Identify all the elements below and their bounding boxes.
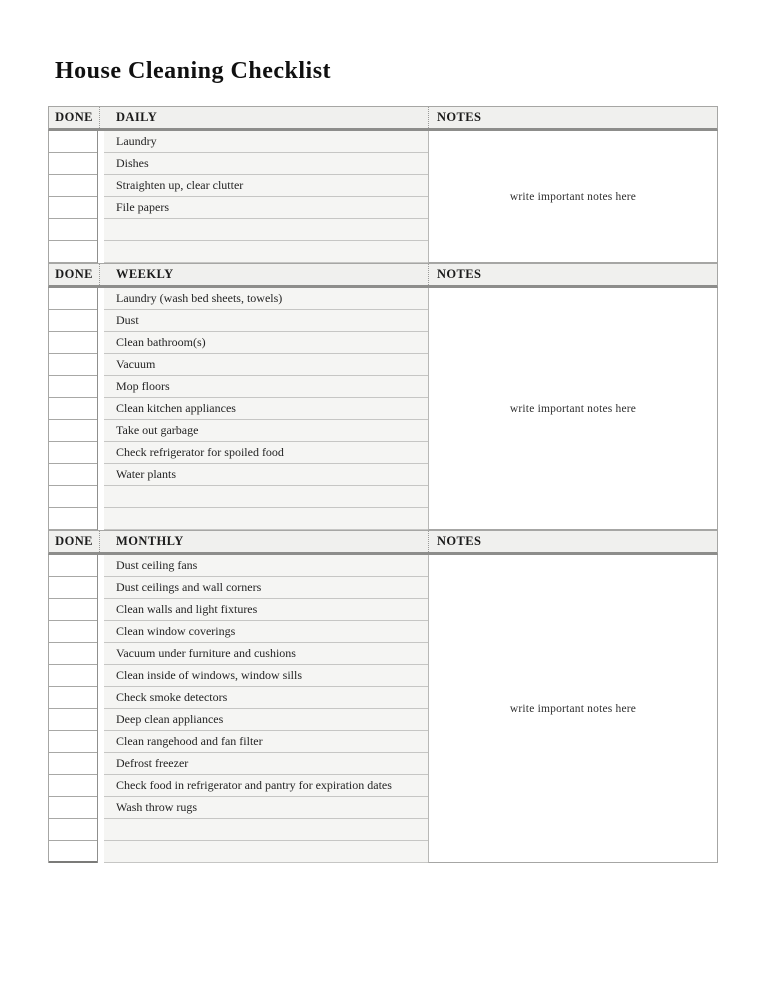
- task-row: Laundry: [104, 131, 428, 153]
- done-checkbox-cell[interactable]: [49, 131, 97, 153]
- notes-column-header: NOTES: [437, 267, 482, 281]
- task-row-empty[interactable]: [104, 486, 428, 508]
- task-row: Dust: [104, 310, 428, 332]
- task-row: Mop floors: [104, 376, 428, 398]
- section-body: [48, 555, 718, 863]
- task-row: Dust ceilings and wall corners: [104, 577, 428, 599]
- section-title: MONTHLY: [99, 531, 429, 552]
- task-row-empty[interactable]: [104, 508, 428, 530]
- done-column-header: DONE: [55, 110, 93, 124]
- section-daily: [48, 106, 718, 263]
- notes-cell[interactable]: [428, 131, 718, 263]
- section-body: [48, 131, 718, 263]
- done-column: [48, 131, 98, 263]
- done-checkbox-cell[interactable]: [49, 775, 97, 797]
- task-row-empty[interactable]: [104, 819, 428, 841]
- done-checkbox-cell[interactable]: [49, 731, 97, 753]
- notes-cell[interactable]: [428, 555, 718, 863]
- task-row: Check refrigerator for spoiled food: [104, 442, 428, 464]
- done-column-header: DONE: [55, 534, 93, 548]
- done-checkbox-cell[interactable]: [49, 197, 97, 219]
- task-row: Vacuum: [104, 354, 428, 376]
- section-title: WEEKLY: [99, 264, 429, 285]
- done-checkbox-cell[interactable]: [49, 354, 97, 376]
- done-checkbox-cell[interactable]: [49, 464, 97, 486]
- done-column: [48, 288, 98, 530]
- task-row: Clean walls and light fixtures: [104, 599, 428, 621]
- notes-placeholder-text: write important notes here: [509, 190, 637, 203]
- task-row: Take out garbage: [104, 420, 428, 442]
- task-row: Laundry (wash bed sheets, towels): [104, 288, 428, 310]
- done-checkbox-cell[interactable]: [49, 621, 97, 643]
- task-column: [104, 555, 428, 863]
- task-column: [104, 288, 428, 530]
- done-checkbox-cell[interactable]: [49, 219, 97, 241]
- task-row: Clean inside of windows, window sills: [104, 665, 428, 687]
- task-row: Deep clean appliances: [104, 709, 428, 731]
- task-row: Straighten up, clear clutter: [104, 175, 428, 197]
- checklist-table: [48, 106, 718, 863]
- done-checkbox-cell[interactable]: [49, 819, 97, 841]
- task-row: Check food in refrigerator and pantry for expiration dates: [104, 775, 428, 797]
- task-row-empty[interactable]: [104, 241, 428, 263]
- notes-column-header: NOTES: [437, 534, 482, 548]
- done-checkbox-cell[interactable]: [49, 398, 97, 420]
- task-row: Water plants: [104, 464, 428, 486]
- task-row: Vacuum under furniture and cushions: [104, 643, 428, 665]
- task-row: Defrost freezer: [104, 753, 428, 775]
- task-column: [104, 131, 428, 263]
- done-checkbox-cell[interactable]: [49, 175, 97, 197]
- section-header: [48, 530, 718, 555]
- done-checkbox-cell[interactable]: [49, 486, 97, 508]
- section-body: [48, 288, 718, 530]
- notes-placeholder-text: write important notes here: [509, 702, 637, 715]
- task-row: Clean bathroom(s): [104, 332, 428, 354]
- task-row: Dust ceiling fans: [104, 555, 428, 577]
- task-row-empty[interactable]: [104, 219, 428, 241]
- task-row: Clean rangehood and fan filter: [104, 731, 428, 753]
- done-checkbox-cell[interactable]: [49, 753, 97, 775]
- done-checkbox-cell[interactable]: [49, 376, 97, 398]
- done-column: [48, 555, 98, 863]
- done-checkbox-cell[interactable]: [49, 665, 97, 687]
- notes-cell[interactable]: [428, 288, 718, 530]
- done-checkbox-cell[interactable]: [49, 797, 97, 819]
- done-checkbox-cell[interactable]: [49, 241, 97, 263]
- done-checkbox-cell[interactable]: [49, 288, 97, 310]
- notes-placeholder-text: write important notes here: [509, 402, 637, 415]
- section-title: DAILY: [99, 107, 429, 128]
- done-checkbox-cell[interactable]: [49, 442, 97, 464]
- section-header: [48, 263, 718, 288]
- done-checkbox-cell[interactable]: [49, 420, 97, 442]
- task-row: Clean kitchen appliances: [104, 398, 428, 420]
- done-checkbox-cell[interactable]: [49, 555, 97, 577]
- done-checkbox-cell[interactable]: [49, 577, 97, 599]
- task-row: Clean window coverings: [104, 621, 428, 643]
- done-checkbox-cell[interactable]: [49, 687, 97, 709]
- task-row: Wash throw rugs: [104, 797, 428, 819]
- done-checkbox-cell[interactable]: [49, 841, 97, 863]
- done-column-header: DONE: [55, 267, 93, 281]
- done-checkbox-cell[interactable]: [49, 599, 97, 621]
- done-checkbox-cell[interactable]: [49, 153, 97, 175]
- done-checkbox-cell[interactable]: [49, 332, 97, 354]
- task-row: File papers: [104, 197, 428, 219]
- done-checkbox-cell[interactable]: [49, 508, 97, 530]
- task-row-empty[interactable]: [104, 841, 428, 863]
- section-header: [48, 106, 718, 131]
- done-checkbox-cell[interactable]: [49, 709, 97, 731]
- page-title: House Cleaning Checklist: [55, 58, 332, 84]
- done-checkbox-cell[interactable]: [49, 643, 97, 665]
- notes-column-header: NOTES: [437, 110, 482, 124]
- task-row: Check smoke detectors: [104, 687, 428, 709]
- task-row: Dishes: [104, 153, 428, 175]
- section-monthly: [48, 530, 718, 863]
- section-weekly: [48, 263, 718, 530]
- done-checkbox-cell[interactable]: [49, 310, 97, 332]
